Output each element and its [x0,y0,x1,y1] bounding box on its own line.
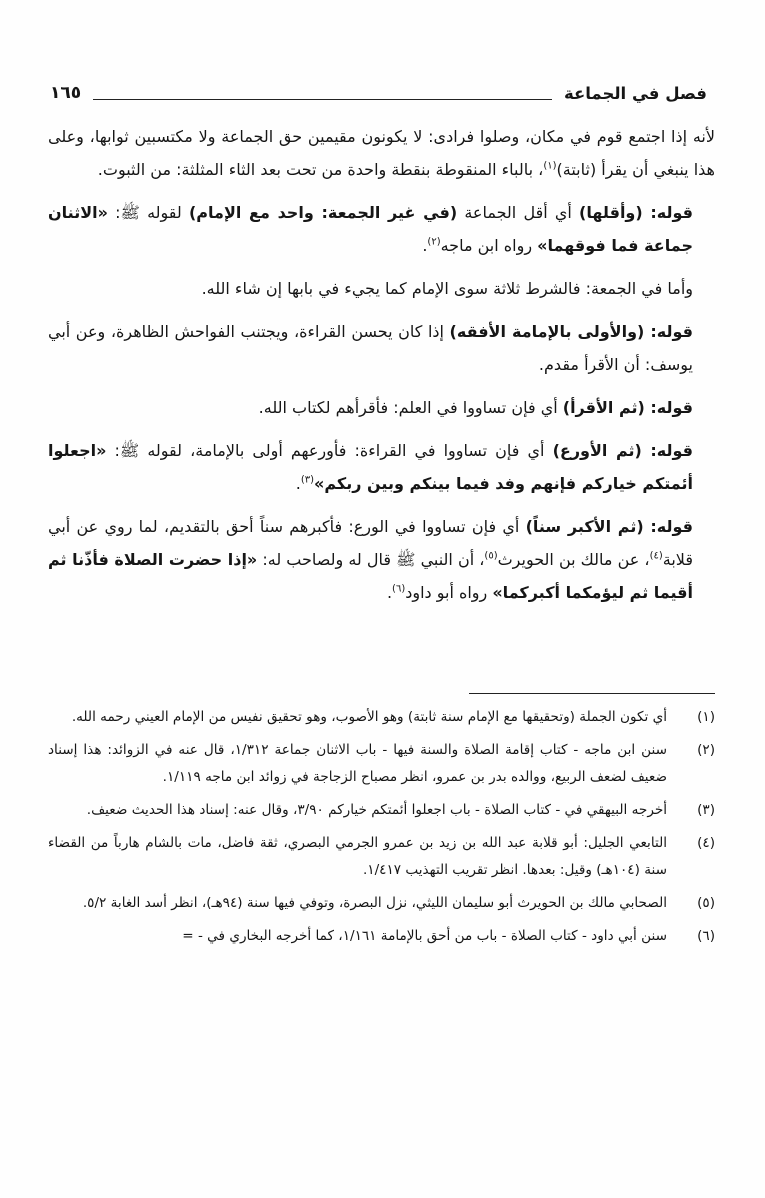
hadith-quote: «الاثنان جماعة فما فوقهما» [48,203,693,255]
text-run: ، بالباء المنقوطة بنقطة واحدة من تحت بعد الثاء المثلثة: من الثبوت. [97,160,544,179]
keyword: (في غير الجمعة: واحد مع الإمام) [188,203,458,222]
text-run: لقوله ﷺ: [107,203,189,222]
text-run: ، عن مالك بن الحويرث [497,550,650,569]
text-run: أي أقل الجماعة [457,203,580,222]
text-run: . [386,583,393,602]
footnote-ref: (٣) [300,474,315,486]
text-run: أي فإن تساووا في القراءة: فأورعهم أولى بالإمامة، لقوله ﷺ: [106,441,553,460]
footnote-number: (٤) [697,835,715,851]
keyword: قوله: (ثم الأقرأ) [562,398,693,417]
footnotes [48,704,715,956]
paragraph [48,510,715,609]
footnote-ref: (٥) [484,550,498,562]
footnote-text: التابعي الجليل: أبو قلابة عبد الله بن زيد بن عمرو الجرمي البصري، ثقة فاضل، مات بالشام هارباً من القضاء سنة (١٠٤هـ) وقيل: بعدها. انظر تقريب التهذيب ١/٤١٧. [48,835,667,878]
footnote [48,890,715,917]
paragraph [48,391,715,424]
running-header [50,78,707,108]
footnote-ref: (٤) [649,550,663,562]
footnote [48,797,715,824]
text-run: وأما في الجمعة: فالشرط ثلاثة سوى الإمام كما يجيء في بابها إن شاء الله. [201,279,693,298]
footnote-text: سنن ابن ماجه - كتاب إقامة الصلاة والسنة فيها - باب الاثنان جماعة ١/٣١٢، قال عنه في الزوائد: هذا إسناد ضعيف لضعف الربيع، ووالده بدر بن عمرو، انظر مصباح الزجاجة في زوائد ابن ماجه ١/١١٩. [48,742,667,785]
keyword: قوله: (وأقلها) [579,203,693,222]
chapter-title: فصل في الجماعة [563,83,707,103]
footnote-text: الصحابي مالك بن الحويرث أبو سليمان الليثي، نزل البصرة، وتوفي فيها سنة (٩٤هـ)، انظر أسد الغابة ٥/٢. [82,895,667,911]
footnote-ref: (٦) [392,583,406,595]
text-run: لأنه إذا اجتمع قوم في مكان، وصلوا فرادى: لا يكونون مقيمين حق الجماعة ولا مكتسبين ثوابها، وعلى هذا ينبغي أن يقرأ (ثابتة) [48,127,715,179]
paragraph [48,315,715,381]
text-run: رواه ابن ماجه [440,236,538,255]
paragraph [48,196,715,262]
footnote [48,737,715,791]
footnote-number: (٦) [697,928,715,944]
footnote-number: (٥) [697,895,715,911]
header-rule [93,87,552,100]
hadith-quote: «اجعلوا أئمتكم خياركم فإنهم وفد فيما بينكم وبين ربكم» [48,441,693,493]
footnote-number: (٣) [697,802,715,818]
text-run: رواه أبو داود [405,583,493,602]
footnote-text: سنن أبي داود - كتاب الصلاة - باب من أحق بالإمامة ١/١٦١، كما أخرجه البخاري في - = [182,928,667,944]
text-run: ، أن النبي ﷺ قال له ولصاحب له: [257,550,485,569]
footnote-separator [469,693,715,694]
paragraph [48,272,715,305]
footnote-number: (١) [697,709,715,725]
footnote [48,704,715,731]
footnote-text: أخرجه البيهقي في - كتاب الصلاة - باب اجعلوا أئمتكم خياركم ٣/٩٠، وقال عنه: إسناد هذا الحديث ضعيف. [86,802,667,818]
text-run: . [422,236,428,255]
text-run: . [295,474,301,493]
footnote [48,830,715,884]
text-run: أي فإن تساووا في العلم: فأقرأهم لكتاب الله. [258,398,563,417]
footnote [48,923,715,950]
keyword: قوله: (ثم الأكبر سناً) [525,517,694,536]
page-number: ١٦٥ [50,83,82,103]
hadith-quote: «إذا حضرت الصلاة فأذّنا ثم أقيما ثم ليؤمكما أكبركما» [48,550,693,602]
footnote-ref: (٢) [427,236,441,248]
footnote-text: أي تكون الجملة (وتحقيقها مع الإمام سنة ثابتة) وهو الأصوب، وهو تحقيق نفيس من الإمام العيني رحمه الله. [71,709,667,725]
text-run: أي فإن تساووا في الورع: فأكبرهم سناً أحق بالتقديم، لما روي عن أبي قلابة [48,517,693,569]
footnote-number: (٢) [697,742,715,758]
main-text [48,120,715,619]
paragraph [48,434,715,500]
footnote-ref: (١) [543,160,557,172]
keyword: قوله: (ثم الأورع) [552,441,694,460]
paragraph [48,120,715,186]
text-run: إذا كان يحسن القراءة، ويجتنب الفواحش الظاهرة، وعن أبي يوسف: أن الأقرأ مقدم. [48,322,693,374]
keyword: قوله: (والأولى بالإمامة الأفقه) [449,322,693,341]
